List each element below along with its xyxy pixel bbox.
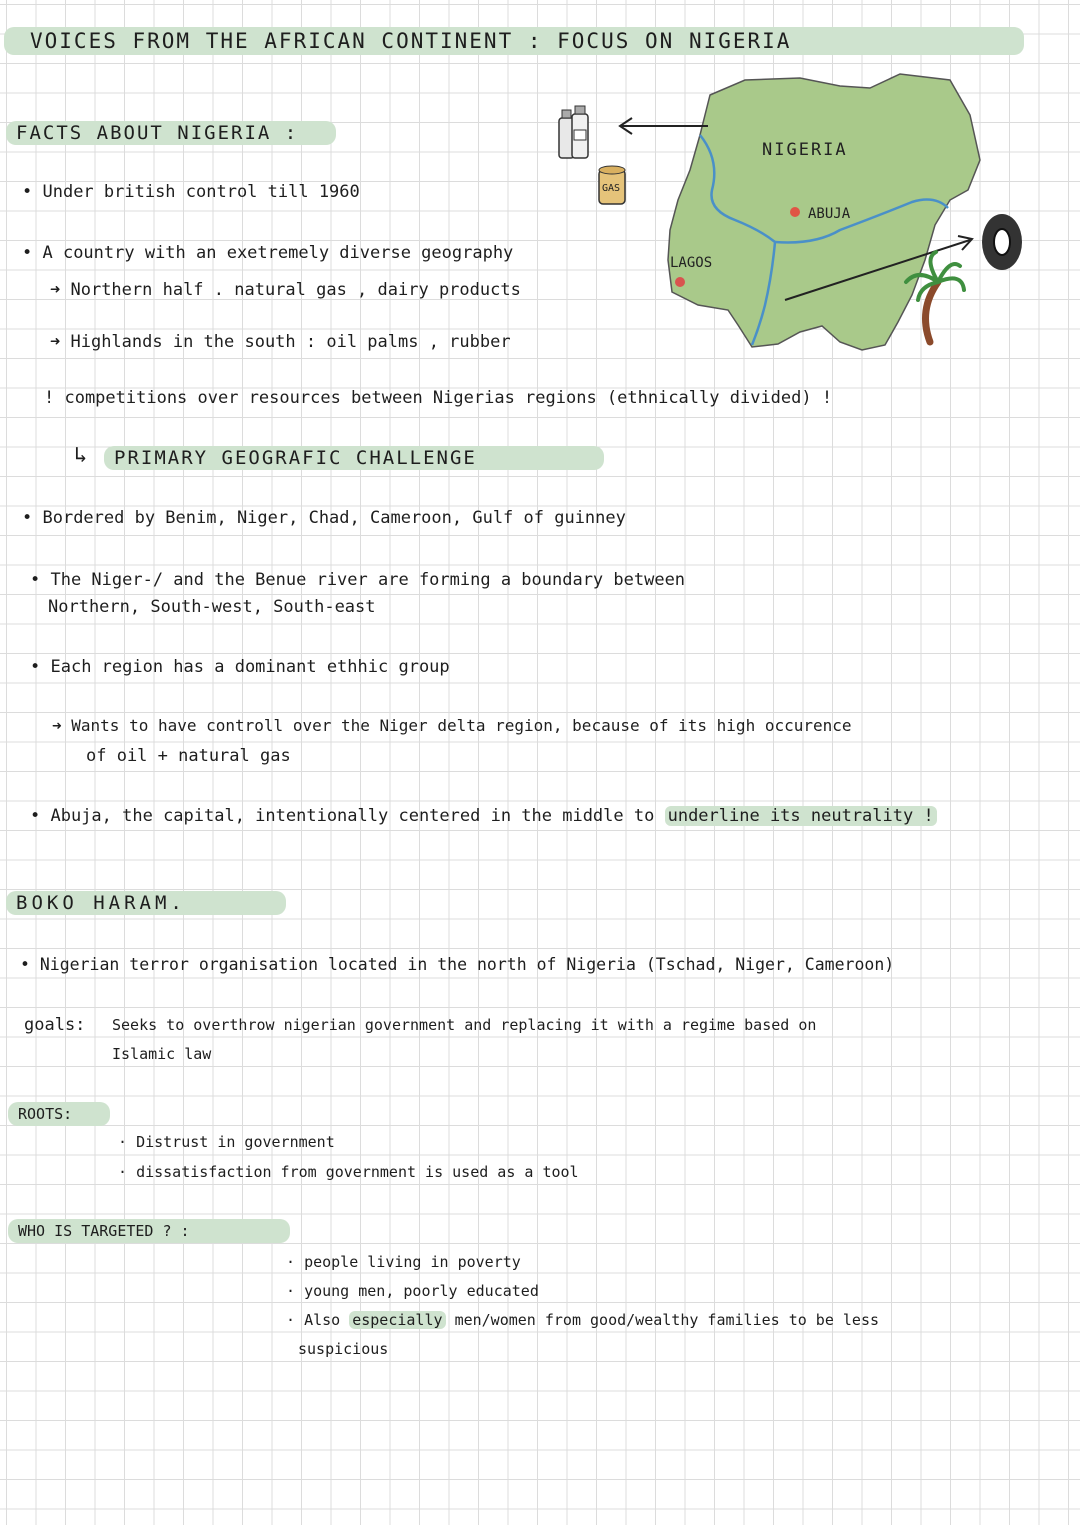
arrow-icon: ➜ bbox=[50, 280, 71, 300]
lagos-dot bbox=[675, 277, 685, 287]
country-label: NIGERIA bbox=[762, 140, 848, 160]
fact-north: ➜ Northern half . natural gas , dairy products bbox=[50, 280, 521, 300]
abuja-label: ABUJA bbox=[808, 206, 851, 222]
boko-intro: • Nigerian terror organisation located in the north of Nigeria (Tschad, Niger, Cameroon) bbox=[20, 955, 895, 974]
gas-can-icon bbox=[599, 166, 625, 204]
fact-rivers-2: Northern, South-west, South-east bbox=[48, 597, 376, 617]
tire-icon bbox=[982, 214, 1022, 270]
abuja-dot bbox=[790, 207, 800, 217]
arrow-icon: ➜ bbox=[52, 716, 72, 735]
fact-competition: ! competitions over resources between Nigerias regions (ethnically divided) ! bbox=[44, 388, 833, 408]
arrow-icon: ➜ bbox=[50, 332, 71, 352]
fact-geography: • A country with an exetremely diverse geography bbox=[22, 243, 514, 263]
target-item-3-cont: suspicious bbox=[298, 1340, 389, 1358]
nigeria-map bbox=[540, 60, 1070, 360]
fact-south: ➜ Highlands in the south : oil palms , rubber bbox=[50, 332, 511, 352]
facts-heading: FACTS ABOUT NIGERIA : bbox=[6, 121, 336, 145]
target-item-3: · Also especially men/women from good/wealthy families to be less bbox=[286, 1311, 880, 1329]
fact-british: • Under british control till 1960 bbox=[22, 182, 360, 202]
fact-bordered: • Bordered by Benim, Niger, Chad, Cameroon, Gulf of guinney bbox=[22, 508, 626, 528]
fact-region: • Each region has a dominant ethhic group bbox=[30, 657, 450, 677]
lagos-label: LAGOS bbox=[670, 255, 713, 271]
fact-rivers-1: • The Niger-/ and the Benue river are forming a boundary between bbox=[30, 570, 686, 590]
roots-label: ROOTS: bbox=[8, 1102, 110, 1126]
targeted-label: WHO IS TARGETED ? : bbox=[8, 1219, 290, 1243]
target-item-2: · young men, poorly educated bbox=[286, 1282, 539, 1300]
target-item-1: · people living in poverty bbox=[286, 1253, 521, 1271]
page-title: VOICES FROM THE AFRICAN CONTINENT : FOCUS ON NIGERIA bbox=[4, 27, 1024, 55]
gas-label: GAS bbox=[602, 183, 621, 194]
milk-bottles-icon bbox=[559, 106, 588, 158]
fact-wants-1: ➜ Wants to have controll over the Niger delta region, because of its high occurence bbox=[52, 716, 852, 735]
fact-wants-2: of oil + natural gas bbox=[86, 746, 291, 766]
goals-text-1: Seeks to overthrow nigerian government and replacing it with a regime based on bbox=[112, 1016, 817, 1034]
goals-text-2: Islamic law bbox=[112, 1045, 212, 1063]
challenge-arrow-icon: ↳ bbox=[74, 443, 88, 468]
fact-abuja: • Abuja, the capital, intentionally centered in the middle to underline its neutrality ! bbox=[30, 806, 937, 826]
root-item-2: · dissatisfaction from government is used as a tool bbox=[118, 1163, 579, 1181]
boko-heading: BOKO HARAM. bbox=[6, 891, 286, 915]
challenge-label: PRIMARY GEOGRAFIC CHALLENGE bbox=[104, 446, 604, 470]
root-item-1: · Distrust in government bbox=[118, 1133, 335, 1151]
goals-label: goals: bbox=[24, 1015, 86, 1035]
